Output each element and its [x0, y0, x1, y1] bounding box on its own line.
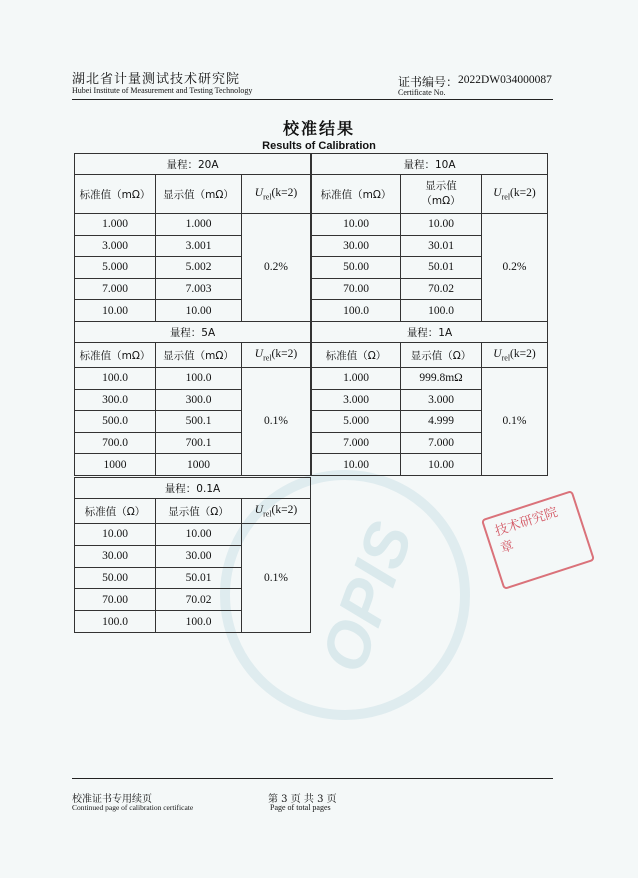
table-cell: 10.00 [312, 214, 401, 236]
uncertainty-value: 0.2% [242, 214, 311, 322]
footer-label-en: Continued page of calibration certificate [72, 803, 194, 812]
table-cell: 500.0 [75, 411, 156, 433]
col-uncertainty: $U_{rel}(k=2)$ [242, 499, 311, 524]
table-cell: 1000 [75, 454, 156, 476]
table-range-5a [74, 321, 311, 476]
certificate-label-cn: 证书编号： [398, 75, 459, 89]
col-display-value: 显示值 （mΩ） [401, 175, 482, 214]
table-cell: 4.999 [401, 411, 482, 433]
page-number-en: Page of total pages [270, 803, 331, 812]
table-cell: 3.001 [156, 235, 242, 257]
table-cell: 7.000 [75, 278, 156, 300]
table-cell: 50.01 [156, 567, 242, 589]
table-cell: 10.00 [401, 214, 482, 236]
table-cell: 30.00 [156, 545, 242, 567]
table-cell: 70.02 [401, 278, 482, 300]
col-uncertainty: $U_{rel}(k=2)$ [242, 175, 311, 214]
results-title-cn: 校准结果 [282, 119, 355, 138]
table-cell: 100.0 [75, 611, 156, 633]
institute-name-en: Hubei Institute of Measurement and Testing Technology [72, 86, 253, 95]
table-cell: 3.000 [312, 389, 401, 411]
col-uncertainty: $U_{rel}(k=2)$ [482, 343, 548, 368]
table-cell: 3.000 [401, 389, 482, 411]
table-range-20a [74, 153, 311, 322]
table-cell: 7.000 [401, 432, 482, 454]
table-cell: 10.00 [312, 454, 401, 476]
uncertainty-value: 0.1% [242, 524, 311, 633]
table-cell: 10.00 [156, 524, 242, 546]
table-cell: 50.00 [312, 257, 401, 279]
col-standard-value: 标准值（Ω） [312, 343, 401, 368]
table-cell: 500.1 [156, 411, 242, 433]
range-header: 量程：0.1A [75, 478, 311, 499]
table-cell: 5.000 [312, 411, 401, 433]
footer-label-cn: 校准证书专用续页 [72, 794, 152, 805]
table-cell: 70.02 [156, 589, 242, 611]
certificate-number: 2022DW034000087 [458, 74, 552, 86]
table-range-10a [311, 153, 548, 322]
table-cell: 100.0 [156, 368, 242, 390]
page-number-cn: 第 3 页 共 3 页 [268, 794, 337, 805]
col-display-value: 显示值（Ω） [401, 343, 482, 368]
table-cell: 10.00 [401, 454, 482, 476]
table-cell: 100.0 [156, 611, 242, 633]
table-cell: 999.8mΩ [401, 368, 482, 390]
table-cell: 1.000 [75, 214, 156, 236]
table-cell: 30.00 [312, 235, 401, 257]
table-cell: 10.00 [156, 300, 242, 322]
table-cell: 300.0 [156, 389, 242, 411]
table-cell: 70.00 [312, 278, 401, 300]
footer-rule [72, 778, 553, 779]
table-cell: 3.000 [75, 235, 156, 257]
table-cell: 5.000 [75, 257, 156, 279]
watermark-text: OPIS [306, 512, 427, 682]
col-uncertainty: $U_{rel}(k=2)$ [242, 343, 311, 368]
table-range-1a [311, 321, 548, 476]
table-cell: 30.01 [401, 235, 482, 257]
table-cell: 7.000 [312, 432, 401, 454]
range-header: 量程：20A [75, 154, 311, 175]
table-cell: 50.00 [75, 567, 156, 589]
table-cell: 100.0 [312, 300, 401, 322]
official-stamp: 技术研究院 章 [481, 490, 595, 590]
col-uncertainty: $U_{rel}(k=2)$ [482, 175, 548, 214]
results-title-en: Results of Calibration [262, 140, 376, 152]
col-standard-value: 标准值（mΩ） [75, 343, 156, 368]
col-standard-value: 标准值（Ω） [75, 499, 156, 524]
table-cell: 70.00 [75, 589, 156, 611]
institute-name-cn: 湖北省计量测试技术研究院 [72, 72, 241, 87]
table-cell: 10.00 [75, 300, 156, 322]
range-header: 量程：1A [312, 322, 548, 343]
table-cell: 300.0 [75, 389, 156, 411]
uncertainty-value: 0.1% [242, 368, 311, 476]
col-display-value: 显示值（mΩ） [156, 175, 242, 214]
table-cell: 1.000 [156, 214, 242, 236]
table-cell: 50.01 [401, 257, 482, 279]
col-display-value: 显示值（Ω） [156, 499, 242, 524]
table-cell: 10.00 [75, 524, 156, 546]
certificate-label-en: Certificate No. [398, 88, 446, 97]
col-standard-value: 标准值（mΩ） [312, 175, 401, 214]
header-rule [72, 99, 553, 100]
col-standard-value: 标准值（mΩ） [75, 175, 156, 214]
table-cell: 100.0 [75, 368, 156, 390]
table-cell: 700.0 [75, 432, 156, 454]
uncertainty-value: 0.2% [482, 214, 548, 322]
table-cell: 700.1 [156, 432, 242, 454]
table-cell: 5.002 [156, 257, 242, 279]
range-header: 量程：10A [312, 154, 548, 175]
uncertainty-value: 0.1% [482, 368, 548, 476]
range-header: 量程：5A [75, 322, 311, 343]
table-cell: 7.003 [156, 278, 242, 300]
table-cell: 1000 [156, 454, 242, 476]
table-range-0-1a [74, 477, 311, 633]
table-cell: 1.000 [312, 368, 401, 390]
table-cell: 30.00 [75, 545, 156, 567]
table-cell: 100.0 [401, 300, 482, 322]
col-display-value: 显示值（mΩ） [156, 343, 242, 368]
